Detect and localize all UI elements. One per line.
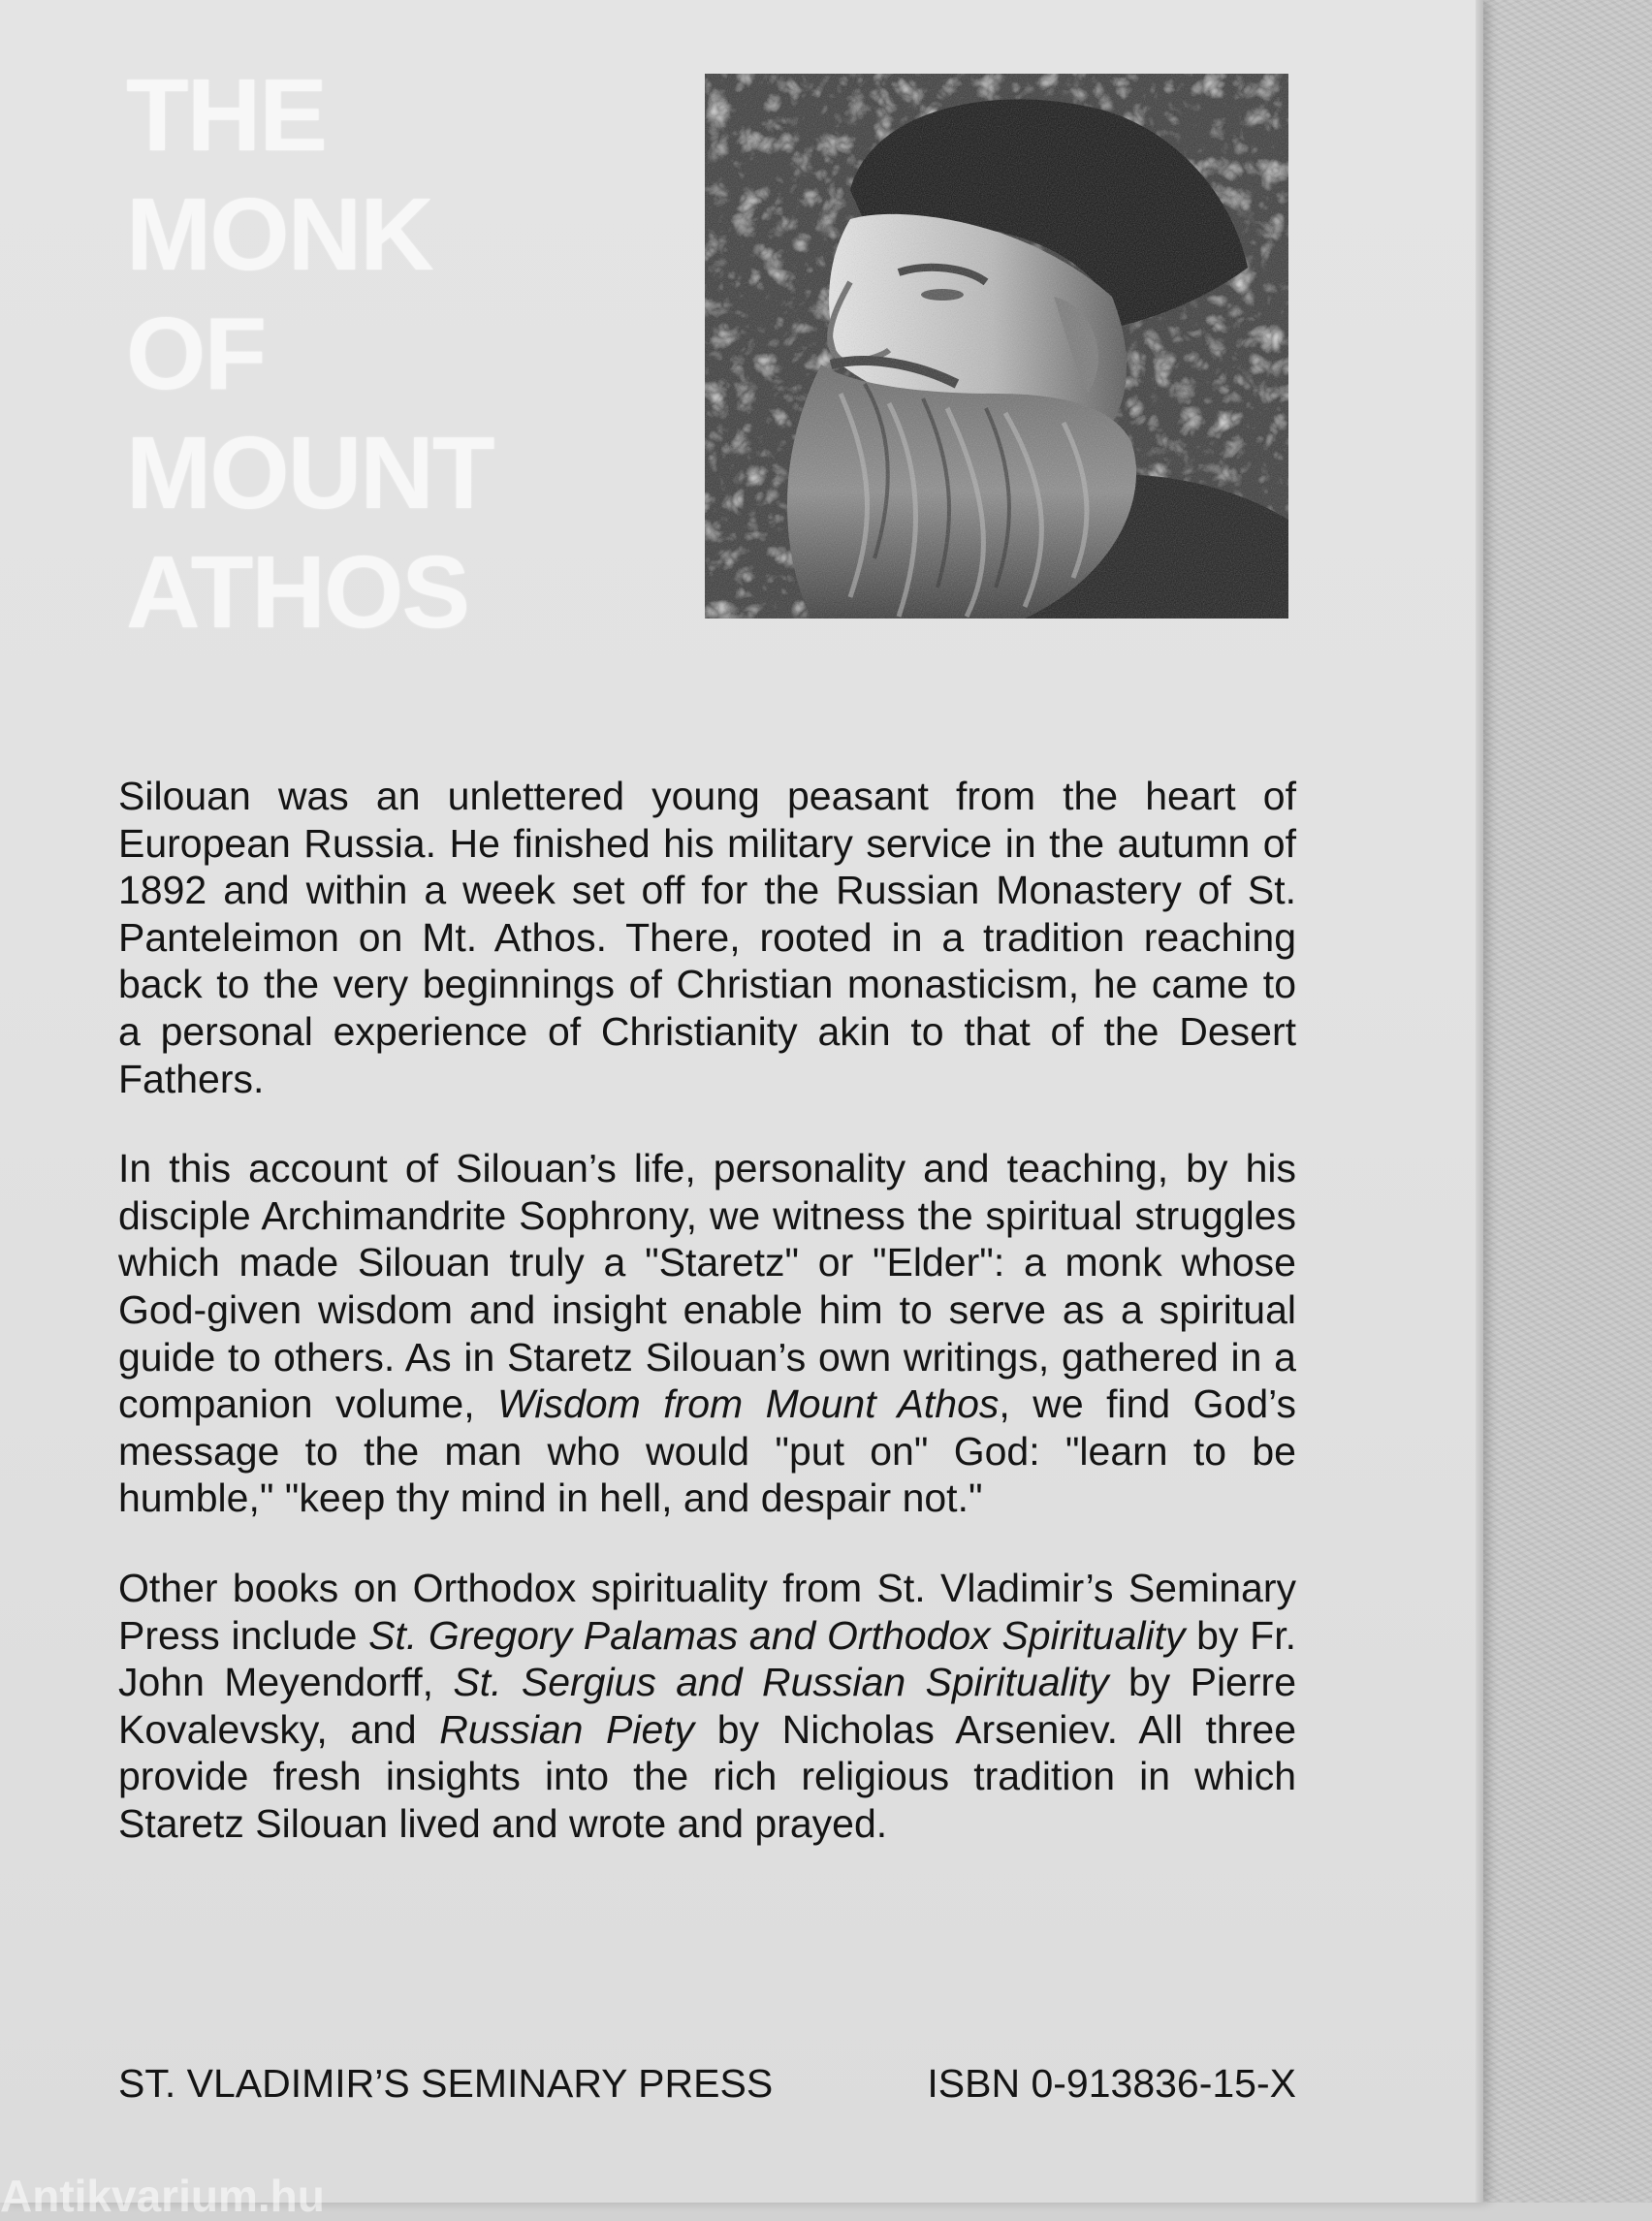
paragraph-3-text-d: by Nicholas Arseniev. All three provide fresh insights into the rich religious tradition in which Staretz Silouan lived and wrote and prayed.: [118, 1706, 1296, 1846]
title-line-4: MOUNT: [126, 416, 493, 530]
cover-footer: [118, 2060, 1296, 2107]
watermark: Antikvarium.hu: [0, 2171, 325, 2221]
cover-edge: [1476, 0, 1483, 2203]
isbn-number: ISBN 0-913836-15-X: [927, 2061, 1296, 2106]
publisher-name: ST. VLADIMIR’S SEMINARY PRESS: [118, 2061, 774, 2106]
paragraph-2-text-b: , we find God’s message to the man who would "put on" God: "learn to be humble," "keep thy mind in hell, and despair not.": [118, 1381, 1296, 1521]
author-portrait-photo: [705, 74, 1288, 619]
title-line-3: OF: [126, 297, 266, 411]
description-paragraph-3: [118, 1565, 1296, 1848]
description-paragraph-1: Silouan was an unlettered young peasant from the heart of European Russia. He finished his military service in the autumn of 1892 and within a week set off for the Russian Monastery of St. Panteleimon on Mt. Athos. There, rooted in a tradition reaching back to the very beginnings of Christian monasticism, he came to a personal experience of Christianity akin to that of the Desert Fathers.: [118, 774, 1296, 1101]
title-line-2: MONK: [126, 177, 432, 292]
related-book-title-2: St. Sergius and Russian Spirituality: [453, 1660, 1109, 1705]
title-line-1: THE: [126, 58, 326, 173]
description-paragraph-2: [118, 1145, 1296, 1522]
paragraph-3-text-a: Other books on Orthodox spirituality from St. Vladimir’s Seminary Press include: [118, 1565, 1296, 1658]
title-line-5: ATHOS: [126, 535, 469, 650]
table-surface: [1464, 0, 1652, 2203]
paragraph-3-text-b: by Fr. John Meyendorff,: [118, 1612, 1296, 1705]
cover-description: [118, 773, 1296, 1889]
portrait-illustration: [705, 74, 1288, 619]
paragraph-3-text-c: by Pierre Kovalevsky, and: [118, 1660, 1296, 1752]
related-book-title-3: Russian Piety: [439, 1706, 695, 1752]
book-title: [126, 56, 630, 652]
related-book-title-1: St. Gregory Palamas and Orthodox Spirituality: [368, 1612, 1186, 1658]
paragraph-2-text-a: In this account of Silouan’s life, personality and teaching, by his disciple Archimandrite Sophrony, we witness the spiritual struggles which made Silouan truly a "Staretz" or "Elder": a monk whose God-given wisdom and insight enable him to serve as a spiritual guide to others. As in Staretz Silouan’s own writings, gathered in a companion volume,: [118, 1146, 1296, 1427]
companion-volume-title: Wisdom from Mount Athos: [497, 1381, 1000, 1427]
